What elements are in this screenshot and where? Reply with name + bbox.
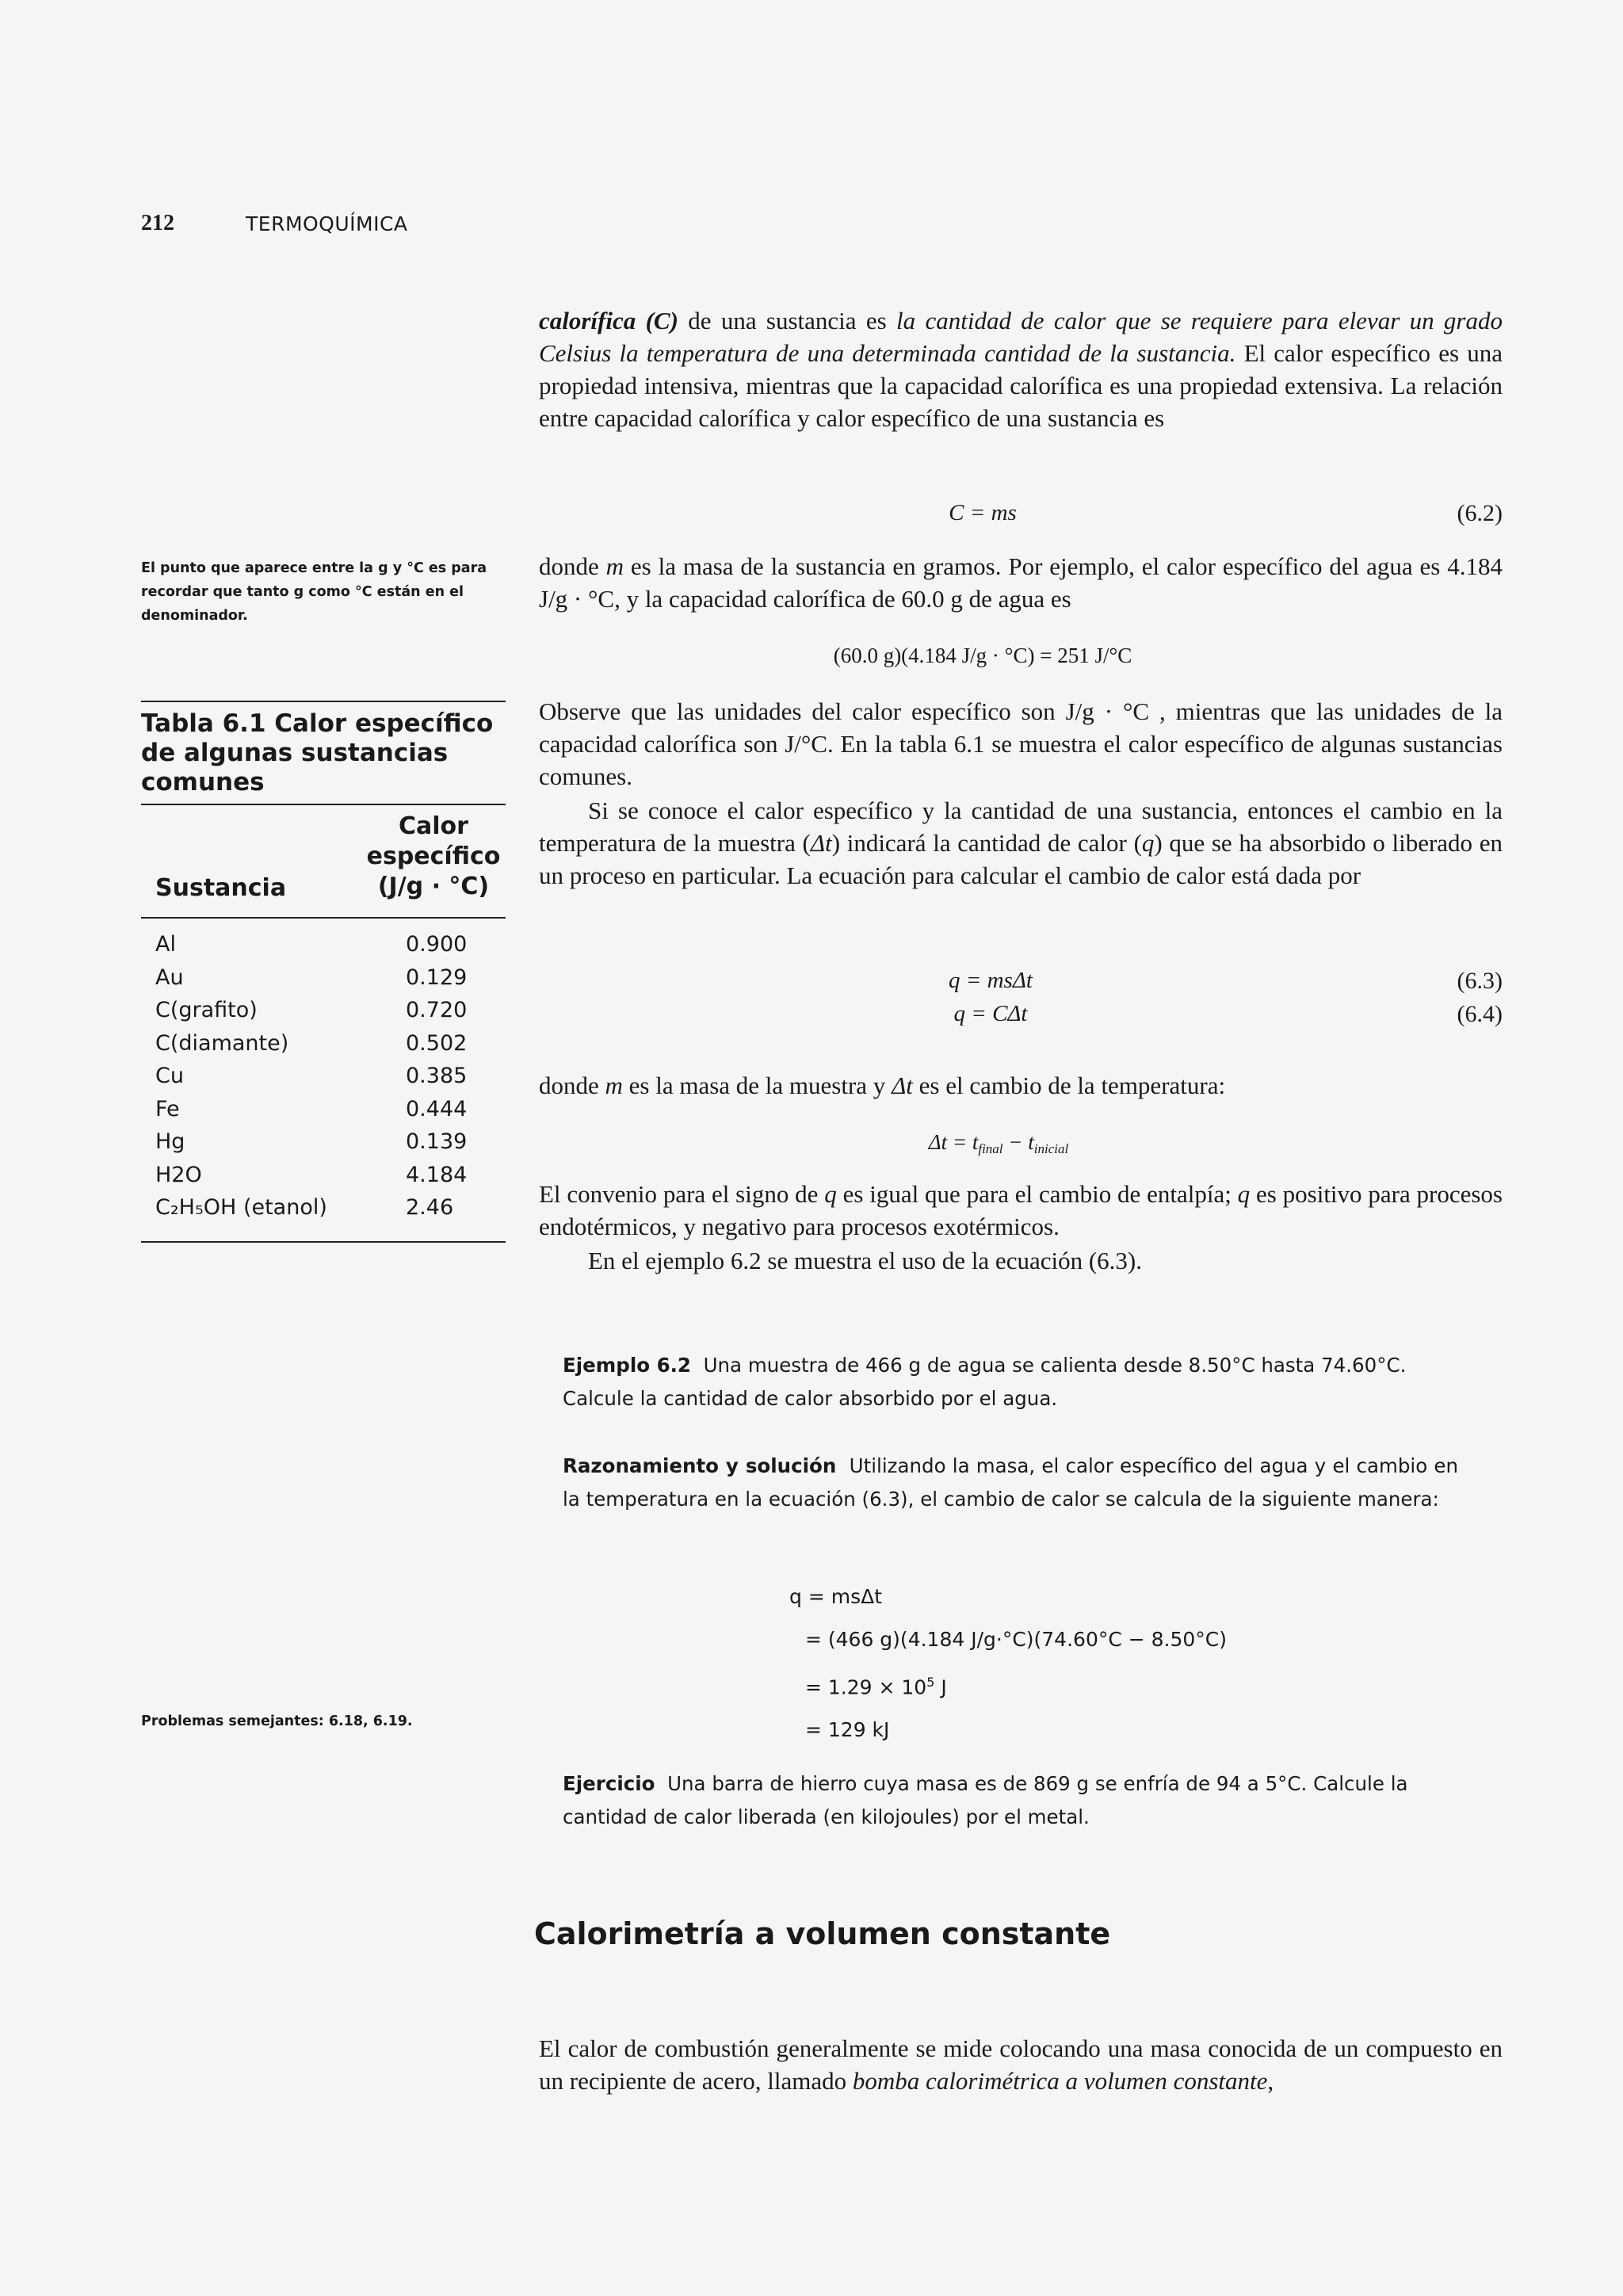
paragraph-combustion: El calor de combustión generalmente se mide colocando una masa conocida de un compuesto en un recipiente de acero, llamado bomba calorimétrica a volumen constante,: [539, 2034, 1503, 2095]
example-label: Ejemplo 6.2: [563, 1354, 691, 1377]
table-cell-value: 4.184: [406, 1162, 468, 1187]
term-heat-capacity: calorífica (C): [539, 307, 678, 334]
exercise-label: Ejercicio: [563, 1772, 655, 1795]
section-heading: Calorimetría a volumen constante: [534, 1916, 1111, 1951]
paragraph-example-water: donde m es la masa de la sustancia en gramos. Por ejemplo, el calor específico del agua es 4.184 J/g · °C, y la capacidad calorífica de 60.0 g de agua es: [539, 552, 1503, 613]
definition-italic: la cantidad de calor que se requiere para elevar un grado Celsius la temperatura de una determinada cantidad de la sustancia.: [539, 307, 1503, 367]
table-cell-value: 0.900: [406, 932, 468, 957]
equation-number-6-3: (6.3): [1457, 968, 1503, 994]
table-header-rule: [141, 917, 506, 919]
table-cell-substance: Hg: [155, 1129, 185, 1154]
table-cell-substance: C(diamante): [155, 1030, 289, 1056]
table-cell-substance: Fe: [155, 1096, 180, 1121]
equation-number-6-4: (6.4): [1457, 1001, 1503, 1027]
calc-line: = 129 kJ: [805, 1718, 890, 1742]
paragraph-heat-capacity-definition: calorífica (C) de una sustancia es la cantidad de calor que se requiere para elevar un grado Celsius la temperatura de una determinada cantidad de la sustancia. El calor específico es una propiedad intensiva, mientras que la capacidad calorífica es una propiedad extensiva. La relación entre capacidad calorífica y calor específico de una sustancia es: [539, 307, 1503, 432]
table-cell-substance: C(grafito): [155, 998, 258, 1022]
reasoning-label: Razonamiento y solución: [563, 1454, 837, 1477]
table-cell-substance: H2O: [155, 1162, 202, 1187]
table-cell-substance: Cu: [155, 1064, 184, 1088]
table-cell-value: 2.46: [406, 1195, 454, 1220]
equation-delta-t: $\Delta t = t_{final} - t_{inicial}$: [928, 1130, 1069, 1156]
heat-capacity-calculation: (60.0 g)(4.184 J/g · °C) = 251 J/°C: [833, 644, 1132, 667]
table-title: Tabla 6.1 Calor específico de algunas sustancias comunes: [141, 709, 494, 797]
table-title-rule: [141, 804, 506, 805]
calc-line: = (466 g)(4.184 J/g·°C)(74.60°C − 8.50°C): [805, 1628, 1228, 1651]
table-cell-substance: Au: [155, 965, 184, 990]
paragraph-sign-convention: El convenio para el signo de q es igual que para el cambio de entalpía; q es positivo para procesos endotérmicos, y negativo para procesos exotérmicos.: [539, 1180, 1503, 1240]
table-cell-substance: Al: [155, 932, 176, 957]
equation-number-6-2: (6.2): [1457, 500, 1503, 526]
table-bottom-rule: [141, 1241, 506, 1243]
table-cell-value: 0.444: [406, 1096, 468, 1121]
table-top-rule: [141, 701, 506, 702]
similar-problems-note: Problemas semejantes: 6.18, 6.19.: [141, 1713, 413, 1729]
page-number: 212: [141, 211, 174, 235]
table-header-specific-heat: Calor específico (J/g · °C): [366, 812, 501, 900]
table-substance-column: [155, 928, 327, 1224]
margin-note: El punto que aparece entre la g y °C es para recordar que tanto g como °C están en el denominador.: [141, 560, 487, 624]
paragraph-example-reference: En el ejemplo 6.2 se muestra el uso de la ecuación (6.3).: [588, 1247, 1142, 1274]
table-value-column: [406, 928, 467, 1224]
paragraph-mass-and-delta-t: donde m es la masa de la muestra y Δt es el cambio de la temperatura:: [539, 1072, 1226, 1099]
table-header-substance: Sustancia: [155, 874, 287, 902]
equation-6-4: q = CΔt: [953, 1001, 1028, 1026]
table-cell-value: 0.720: [406, 998, 468, 1022]
example-statement: Ejemplo 6.2 Una muestra de 466 g de agua se calienta desde 8.50°C hasta 74.60°C. Calcule la cantidad de calor absorbido por el agua.: [563, 1354, 1407, 1410]
calc-line: q = msΔt: [789, 1585, 882, 1608]
table-cell-value: 0.385: [406, 1064, 468, 1088]
calc-line: = $1.29 \times 10^5$ J: [805, 1675, 947, 1699]
running-header: TERMOQUÍMICA: [246, 212, 408, 235]
exercise: Ejercicio Una barra de hierro cuya masa es de 869 g se enfría de 94 a 5°C. Calcule la cantidad de calor liberada (en kilojoules) por el metal.: [563, 1772, 1408, 1828]
table-cell-value: 0.139: [406, 1129, 468, 1154]
equation-6-2: C = ms: [949, 500, 1017, 525]
table-cell-substance: C₂H₅OH (etanol): [155, 1195, 327, 1220]
equation-6-3: q = msΔt: [949, 968, 1033, 993]
table-cell-value: 0.502: [406, 1030, 468, 1056]
example-reasoning: Razonamiento y solución Utilizando la masa, el calor específico del agua y el cambio en la temperatura en la ecuación (6.3), el cambio de calor se calcula de la siguiente manera:: [563, 1454, 1458, 1511]
example-calculation: [789, 1576, 1227, 1752]
table-cell-value: 0.129: [406, 965, 468, 990]
paragraph-units: Observe que las unidades del calor específico son J/g · °C , mientras que las unidades de la capacidad calorífica son J/°C. En la tabla 6.1 se muestra el calor específico de algunas sustancias comunes.: [539, 697, 1503, 790]
paragraph-temperature-change: Si se conoce el calor específico y la cantidad de una sustancia, entonces el cambio en la temperatura de la muestra (Δt) indicará la cantidad de calor (q) que se ha absorbido o liberado en un proceso en particular. La ecuación para calcular el cambio de calor está dada por: [539, 797, 1503, 889]
